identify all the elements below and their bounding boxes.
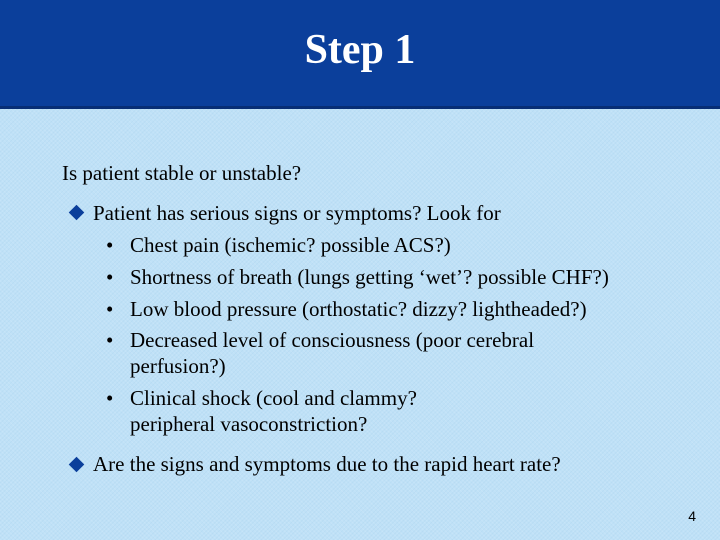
dot-bullet-icon: • [106,328,114,352]
slide-title: Step 1 [304,27,416,73]
subitem-text-continued: peripheral vasoconstriction? [130,412,368,436]
dot-bullet-icon: • [106,265,114,289]
subitem-text: Chest pain (ischemic? possible ACS?) [130,233,451,257]
dot-bullet-icon: • [106,386,114,410]
diamond-bullet-icon [69,205,85,221]
diamond-bullet-icon [69,457,85,473]
title-divider [0,106,720,109]
subitem-text: Clinical shock (cool and clammy? [130,386,417,410]
subitem-text: Decreased level of consciousness (poor cerebral [130,328,535,352]
bullet-text: Patient has serious signs or symptoms? Look for [93,201,501,225]
subitem-text: Low blood pressure (orthostatic? dizzy? lightheaded?) [130,297,587,321]
subitem-text-continued: perfusion?) [130,354,226,378]
dot-bullet-icon: • [106,233,114,257]
page-number: 4 [688,508,696,524]
bullet-text: Are the signs and symptoms due to the rapid heart rate? [93,452,561,476]
dot-bullet-icon: • [106,297,114,321]
question-text: Is patient stable or unstable? [62,161,302,185]
subitem-text: Shortness of breath (lungs getting ‘wet’? possible CHF?) [130,265,609,289]
